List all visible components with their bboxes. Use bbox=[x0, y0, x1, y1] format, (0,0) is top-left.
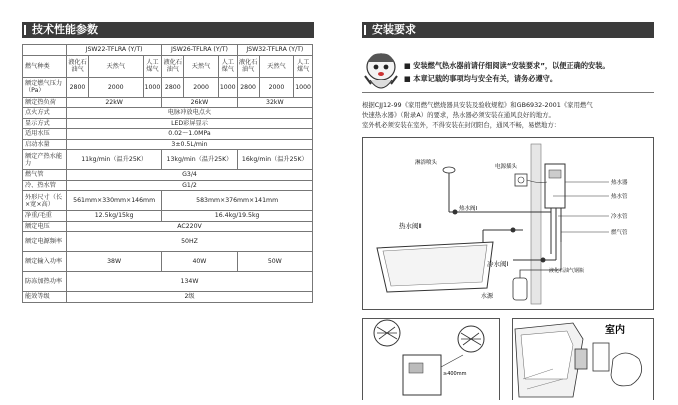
frequency-value: 50HZ bbox=[67, 232, 313, 252]
pressure: 2800 bbox=[237, 77, 259, 97]
notice-text-1: 安装燃气热水器前请仔细阅读“安装要求”，以便正确的安装。 bbox=[413, 61, 610, 70]
pressure: 2800 bbox=[67, 77, 89, 97]
table-row bbox=[23, 180, 313, 191]
start-flow-label: 启动水量 bbox=[23, 139, 67, 150]
water-pipe-label: 冷、热水管 bbox=[23, 180, 67, 191]
label-cold-pipe: 冷水管 bbox=[611, 214, 628, 220]
ignition-label: 点火方式 bbox=[23, 108, 67, 119]
right-section-title: 安装要求 bbox=[372, 23, 416, 36]
square-bullet-icon: ■ bbox=[404, 74, 414, 83]
model-2: JSW26-TFLRA (Y/T) bbox=[162, 45, 237, 56]
pressure: 2000 bbox=[259, 77, 294, 97]
pressure: 1000 bbox=[143, 77, 162, 97]
notice-line-1 bbox=[404, 60, 676, 72]
table-row bbox=[23, 108, 313, 119]
notice-line-2 bbox=[404, 73, 676, 85]
label-hot-pipe: 热水管 bbox=[611, 194, 628, 200]
notice-text-2: 本章记载的事项均与安全有关，请务必遵守。 bbox=[413, 74, 558, 83]
size: 561mm×330mm×146mm bbox=[67, 191, 162, 211]
antifreeze-value: 134W bbox=[67, 272, 313, 292]
label-water-source: 水源 bbox=[481, 293, 494, 300]
child-mascot-icon bbox=[362, 50, 400, 94]
table-row bbox=[23, 150, 313, 170]
gas-type: 天然气 bbox=[89, 55, 144, 77]
requirements-text bbox=[362, 100, 662, 130]
hot-water: 16kg/min（温升25K） bbox=[237, 150, 312, 170]
gas-type: 人工煤气 bbox=[294, 55, 313, 77]
square-bullet-icon: ■ bbox=[404, 61, 414, 70]
spec-table bbox=[22, 44, 313, 303]
gas-type: 液化石油气 bbox=[162, 55, 184, 77]
energy-label: 能效等级 bbox=[23, 292, 67, 303]
pressure: 2000 bbox=[184, 77, 219, 97]
table-row bbox=[23, 55, 313, 77]
body-line: 室外机必须安装在室外，不得安装在封闭阳台，通风不畅，易燃地方： bbox=[362, 121, 561, 129]
label-cold-valve: 冷水阀Ⅰ bbox=[487, 260, 509, 268]
heat-load-label: 额定热负荷 bbox=[23, 97, 67, 108]
water-pipe-value: G1/2 bbox=[67, 180, 313, 191]
table-row bbox=[23, 191, 313, 211]
heat-load: 26kW bbox=[162, 97, 237, 108]
table-row bbox=[23, 221, 313, 232]
pressure: 2800 bbox=[162, 77, 184, 97]
body-line: 快速热水器》（附录A）的要求，热水器必须安装在通风良好的地方。 bbox=[362, 111, 555, 119]
pressure: 2000 bbox=[89, 77, 144, 97]
antifreeze-label: 防冻加热功率 bbox=[23, 272, 67, 292]
label-hot-valve-2: 热水阀Ⅱ bbox=[399, 222, 422, 230]
table-row bbox=[23, 129, 313, 140]
pressure-label: 额定燃气压力（Pa） bbox=[23, 77, 67, 97]
weight: 16.4kg/19.5kg bbox=[162, 211, 313, 222]
table-row bbox=[23, 170, 313, 181]
weight-label: 净重/毛重 bbox=[23, 211, 67, 222]
table-row bbox=[23, 252, 313, 272]
gas-pipe-label: 燃气管 bbox=[23, 170, 67, 181]
energy-value: 2级 bbox=[67, 292, 313, 303]
water-pressure-label: 适用水压 bbox=[23, 129, 67, 140]
table-row bbox=[23, 211, 313, 222]
voltage-value: AC220V bbox=[67, 221, 313, 232]
left-section-title: 技术性能参数 bbox=[32, 23, 98, 36]
table-row bbox=[23, 118, 313, 129]
hot-water-label: 额定产热水能力 bbox=[23, 150, 67, 170]
label-indoor: 室内 bbox=[605, 325, 625, 336]
label-heater: 热水器 bbox=[611, 180, 628, 186]
gas-type: 天然气 bbox=[259, 55, 294, 77]
notice-underline bbox=[362, 92, 654, 93]
label-lpg: 液化石油气钢瓶 bbox=[549, 268, 585, 274]
gas-type: 液化石油气 bbox=[237, 55, 259, 77]
right-section-header bbox=[362, 22, 654, 38]
label-clearance: ≥400mm bbox=[443, 371, 467, 377]
gas-type: 人工煤气 bbox=[218, 55, 237, 77]
label-socket: 电源插头 bbox=[495, 164, 518, 170]
display-value: LED彩屏显示 bbox=[67, 118, 313, 129]
heat-load: 32kW bbox=[237, 97, 312, 108]
table-row bbox=[23, 77, 313, 97]
size-label: 外形尺寸（长×宽×高） bbox=[23, 191, 67, 211]
input-power: 50W bbox=[237, 252, 312, 272]
gas-type-label: 燃气种类 bbox=[23, 55, 67, 77]
label-hot-valve: 热水阀Ⅰ bbox=[459, 206, 478, 212]
pressure: 1000 bbox=[218, 77, 237, 97]
hot-water: 13kg/min（温升25K） bbox=[162, 150, 237, 170]
body-line: 根据CJJ12-99《家用燃气燃烧器具安装及验收规程》和GB6932-2001《家用燃气 bbox=[362, 101, 593, 109]
heat-load: 22kW bbox=[67, 97, 162, 108]
left-section-header bbox=[22, 22, 314, 38]
size: 583mm×376mm×141mm bbox=[162, 191, 313, 211]
input-power: 40W bbox=[162, 252, 237, 272]
label-gas-pipe: 燃气管 bbox=[611, 230, 628, 236]
table-row bbox=[23, 97, 313, 108]
gas-type: 液化石油气 bbox=[67, 55, 89, 77]
table-cell bbox=[23, 45, 67, 56]
installation-diagram bbox=[362, 137, 654, 310]
table-row bbox=[23, 232, 313, 252]
pressure: 1000 bbox=[294, 77, 313, 97]
gas-type: 人工煤气 bbox=[143, 55, 162, 77]
water-pressure-value: 0.02～1.0MPa bbox=[67, 129, 313, 140]
clearance-diagram bbox=[362, 318, 500, 400]
model-3: JSW32-TFLRA (Y/T) bbox=[237, 45, 312, 56]
table-row bbox=[23, 292, 313, 303]
gas-type: 天然气 bbox=[184, 55, 219, 77]
table-row bbox=[23, 272, 313, 292]
model-1: JSW22-TFLRA (Y/T) bbox=[67, 45, 162, 56]
input-power-label: 额定输入功率 bbox=[23, 252, 67, 272]
frequency-label: 额定电源频率 bbox=[23, 232, 67, 252]
hot-water: 11kg/min（温升25K） bbox=[67, 150, 162, 170]
label-shower: 淋浴喷头 bbox=[415, 160, 438, 166]
gas-pipe-value: G3/4 bbox=[67, 170, 313, 181]
table-row bbox=[23, 139, 313, 150]
start-flow-value: 3±0.5L/min bbox=[67, 139, 313, 150]
input-power: 38W bbox=[67, 252, 162, 272]
display-label: 显示方式 bbox=[23, 118, 67, 129]
voltage-label: 额定电压 bbox=[23, 221, 67, 232]
weight: 12.5kg/15kg bbox=[67, 211, 162, 222]
indoor-diagram bbox=[512, 318, 654, 400]
ignition-value: 电脉冲放电点火 bbox=[67, 108, 313, 119]
table-row bbox=[23, 45, 313, 56]
